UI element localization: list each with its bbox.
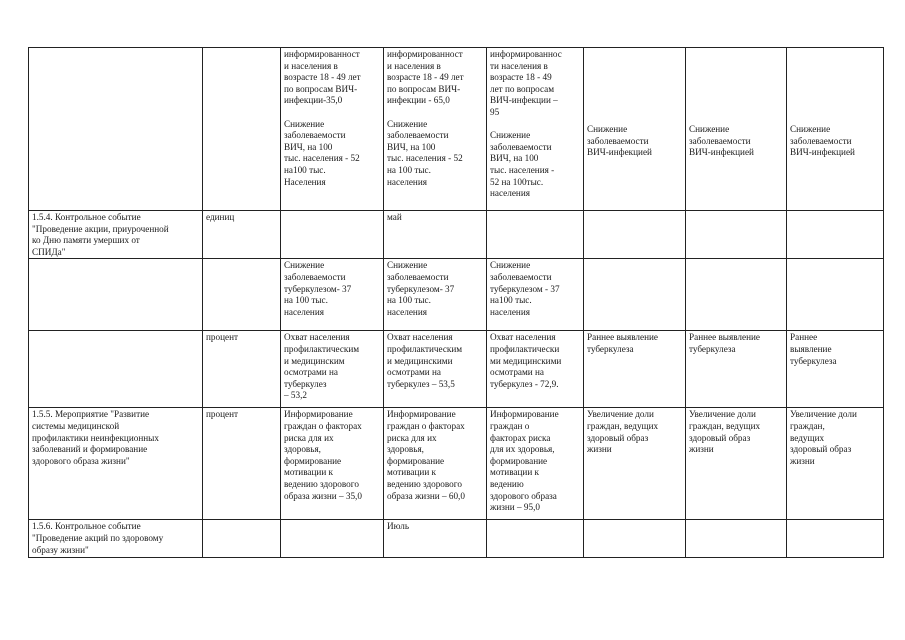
- cell-year1: [281, 520, 384, 558]
- cell-text: Снижение заболеваемости ВИЧ, на 100 тыс. населения - 52 на100 тыс. Населения: [284, 118, 360, 187]
- cell-result1: [584, 520, 686, 558]
- cell-year1: Охват населения профилактическим и медицинским осмотрами на туберкулез – 53,2: [281, 331, 384, 408]
- table-row: [29, 331, 884, 408]
- cell-year2: Июль: [384, 520, 487, 558]
- cell-year2: [384, 48, 487, 211]
- cell-text: информированност и населения в возрасте 18 - 49 лет по вопросам ВИЧ- инфекции - 65,0: [387, 49, 464, 106]
- cell-unit: процент: [203, 331, 281, 408]
- cell-text: информированност и населения в возрасте 18 - 49 лет по вопросам ВИЧ- инфекции-35,0: [284, 49, 361, 106]
- cell-year1: [281, 48, 384, 211]
- cell-event: [29, 259, 203, 331]
- cell-year1: Информирование граждан о факторах риска для их здоровья, формирование мотивации к ведению здорового образа жизни – 35,0: [281, 408, 384, 520]
- cell-year2: Охват населения профилактическим и медицинскими осмотрами на туберкулез – 53,5: [384, 331, 487, 408]
- document-page: [28, 47, 884, 558]
- cell-result2: [686, 211, 787, 259]
- cell-text: Снижение заболеваемости ВИЧ, на 100 тыс. населения - 52 на 100 тыс. населения: [387, 118, 463, 187]
- cell-unit: процент: [203, 408, 281, 520]
- table-row: [29, 408, 884, 520]
- cell-result1: Снижение заболеваемости ВИЧ-инфекцией: [584, 48, 686, 211]
- cell-result1: [584, 211, 686, 259]
- cell-year2: Информирование граждан о факторах риска для их здоровья, формирование мотивации к ведению здорового образа жизни – 60,0: [384, 408, 487, 520]
- cell-year3: [487, 211, 584, 259]
- cell-result2: Увеличение доли граждан, ведущих здоровый образ жизни: [686, 408, 787, 520]
- cell-result3: Раннее выявление туберкулеза: [787, 331, 884, 408]
- cell-year3: [487, 520, 584, 558]
- cell-event: 1.5.4. Контрольное событие "Проведение акции, приуроченной ко Дню памяти умерших от СПИДа": [29, 211, 203, 259]
- cell-result3: [787, 211, 884, 259]
- cell-year1: [281, 211, 384, 259]
- program-table: [28, 47, 884, 558]
- table-row: [29, 259, 884, 331]
- cell-unit: [203, 520, 281, 558]
- cell-result3: Увеличение доли граждан, ведущих здоровый образ жизни: [787, 408, 884, 520]
- cell-year3: Снижение заболеваемости туберкулезом - 37 на100 тыс. населения: [487, 259, 584, 331]
- cell-text: Снижение заболеваемости ВИЧ, на 100 тыс. населения - 52 на 100тыс. населения: [490, 130, 555, 199]
- cell-unit: [203, 259, 281, 331]
- cell-result3: [787, 259, 884, 331]
- table-row: [29, 211, 884, 259]
- cell-result3: Снижение заболеваемости ВИЧ-инфекцией: [787, 48, 884, 211]
- cell-result3: [787, 520, 884, 558]
- cell-year2: Снижение заболеваемости туберкулезом- 37 на 100 тыс. населения: [384, 259, 487, 331]
- cell-year1: Снижение заболеваемости туберкулезом- 37 на 100 тыс. населения: [281, 259, 384, 331]
- cell-year3: Охват населения профилактически ми медицинскими осмотрами на туберкулез - 72,9.: [487, 331, 584, 408]
- table-row: [29, 520, 884, 558]
- cell-year3: [487, 48, 584, 211]
- cell-result2: [686, 259, 787, 331]
- cell-event: [29, 48, 203, 211]
- cell-text: информированнос ти населения в возрасте 18 - 49 лет по вопросам ВИЧ-инфекции – 95: [490, 49, 562, 117]
- cell-result2: [686, 520, 787, 558]
- cell-event: 1.5.6. Контрольное событие "Проведение акций по здоровому образу жизни": [29, 520, 203, 558]
- cell-event: [29, 331, 203, 408]
- cell-result2: Снижение заболеваемости ВИЧ-инфекцией: [686, 48, 787, 211]
- cell-event: 1.5.5. Мероприятие "Развитие системы медицинской профилактики неинфекционных заболеваний и формирование здорового образа жизни": [29, 408, 203, 520]
- cell-result2: Раннее выявление туберкулеза: [686, 331, 787, 408]
- table-row: [29, 48, 884, 211]
- cell-unit: единиц: [203, 211, 281, 259]
- cell-unit: [203, 48, 281, 211]
- cell-result1: [584, 259, 686, 331]
- cell-year3: Информирование граждан о факторах риска для их здоровья, формирование мотивации к ведению здорового образа жизни – 95,0: [487, 408, 584, 520]
- cell-result1: Увеличение доли граждан, ведущих здоровый образ жизни: [584, 408, 686, 520]
- cell-year2: май: [384, 211, 487, 259]
- cell-result1: Раннее выявление туберкулеза: [584, 331, 686, 408]
